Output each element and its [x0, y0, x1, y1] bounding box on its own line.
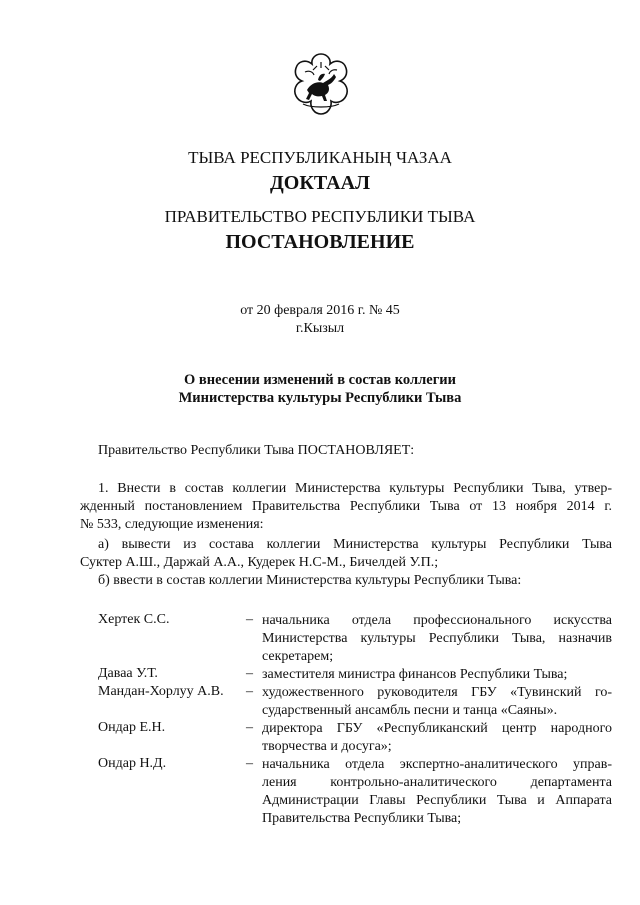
republic-emblem-icon	[285, 50, 357, 122]
government-heading: ПРАВИТЕЛЬСТВО РЕСПУБЛИКИ ТЫВА	[164, 207, 476, 226]
paragraph-1-line1: 1. Внести в состав коллегии Министерства культуры Республики Тыва, утвер-	[98, 481, 612, 496]
member-dash: –	[246, 756, 253, 771]
member-dash: –	[246, 720, 253, 735]
member-position: начальника отдела профессионального искусства Министерства культуры Республики Тыва, назначив секретарем;	[262, 613, 612, 664]
tuvan-doc-heading: ДОКТААЛ	[270, 172, 370, 194]
paragraph-a-line2: Суктер А.Ш., Даржай А.А., Кудерек Н.С-М., Бичелдей У.П.;	[80, 555, 439, 570]
city: г.Кызыл	[295, 321, 345, 336]
decree-date-number: от 20 февраля 2016 г. № 45	[240, 303, 400, 318]
decree-heading: ПОСТАНОВЛЕНИЕ	[225, 231, 415, 253]
preamble: Правительство Республики Тыва ПОСТАНОВЛЯЕТ:	[98, 443, 415, 458]
member-name: Ондар Е.Н.	[98, 720, 166, 735]
paragraph-b: б) ввести в состав коллегии Министерства культуры Республики Тыва:	[98, 573, 522, 588]
member-name: Ондар Н.Д.	[98, 756, 167, 771]
member-position: начальника отдела экспертно-аналитического управ- ления контрольно-аналитического департамента Администрации Главы Республики Тыва и Аппарата Правительства Республики Тыва;	[262, 757, 612, 826]
member-name: Хертек С.С.	[98, 612, 170, 627]
decree-title-line1: О внесении изменений в состав коллегии	[183, 372, 456, 388]
member-dash: –	[246, 684, 253, 699]
paragraph-1-line3: № 533, следующие изменения:	[80, 517, 264, 532]
paragraph-1-line2: жденный постановлением Правительства Республики Тыва от 13 ноября 2014 г.	[80, 499, 612, 514]
member-position: заместителя министра финансов Республики Тыва;	[262, 667, 568, 682]
tuvan-republic-heading: ТЫВА РЕСПУБЛИКАНЫҢ ЧАЗАА	[188, 148, 452, 167]
member-position: директора ГБУ «Республиканский центр народного творчества и досуга»;	[262, 721, 612, 754]
member-dash: –	[246, 612, 253, 627]
member-dash: –	[246, 666, 253, 681]
member-name: Мандан-Хорлуу А.В.	[98, 684, 224, 699]
member-name: Даваа У.Т.	[98, 666, 158, 681]
decree-title-line2: Министерства культуры Республики Тыва	[178, 390, 462, 406]
member-position: художественного руководителя ГБУ «Тувинский го- сударственный ансамбль песни и танца «Саяны».	[262, 685, 612, 718]
paragraph-a-line1: а) вывести из состава коллегии Министерства культуры Республики Тыва	[98, 537, 612, 552]
